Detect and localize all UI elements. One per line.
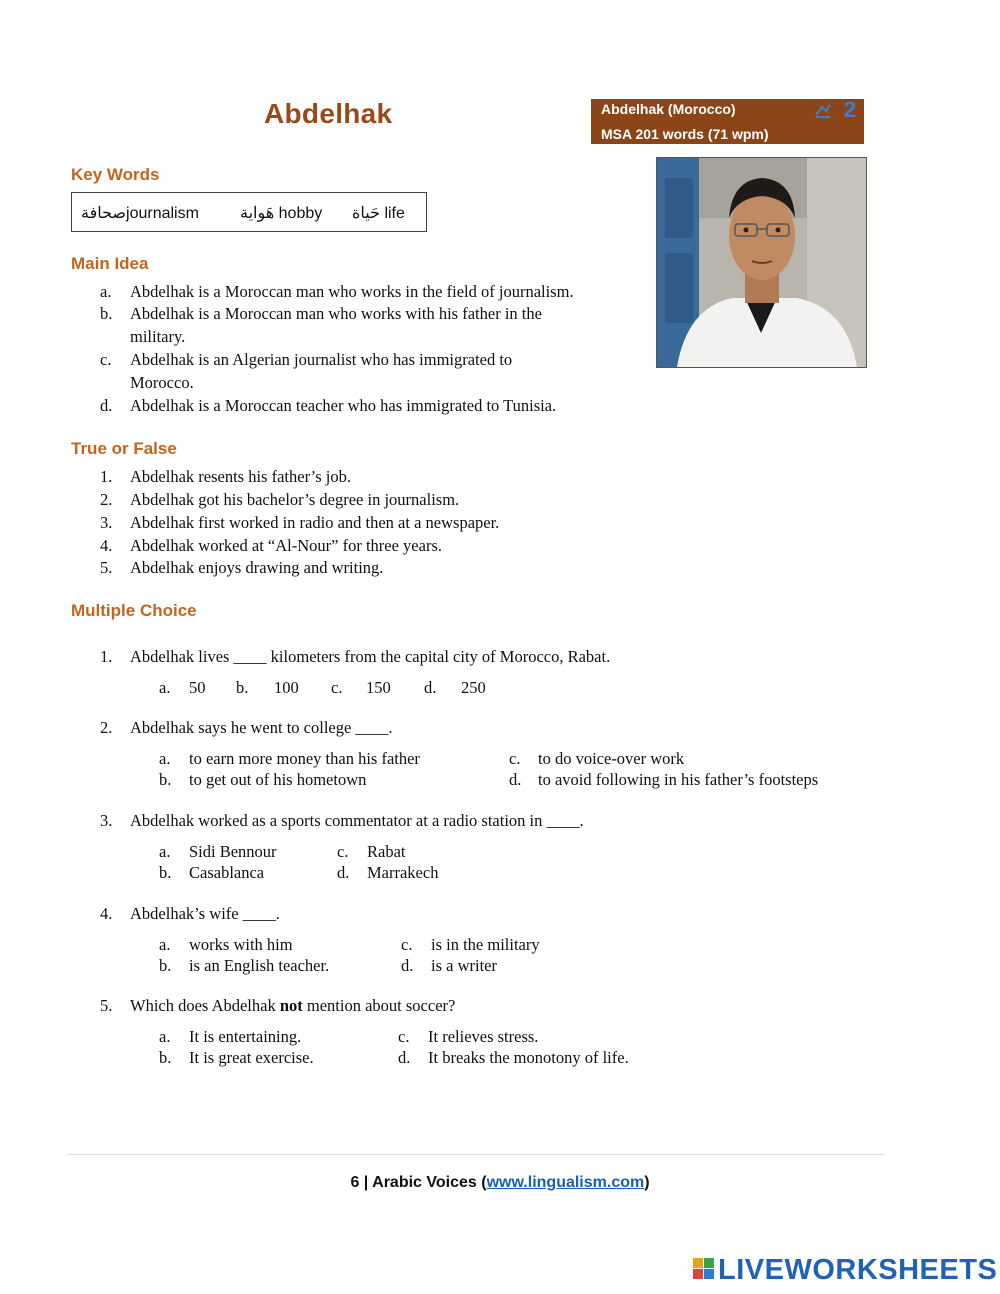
q3-option-d[interactable]: Marrakech	[367, 863, 439, 882]
question-stem: Abdelhak worked as a sports commentator at a radio station in ____.	[130, 811, 584, 830]
question-stem: Abdelhak lives ____ kilometers from the capital city of Morocco, Rabat.	[130, 647, 611, 666]
option-marker: a.	[159, 749, 171, 768]
key-word-3	[352, 203, 405, 223]
main-idea-option-b[interactable]: Abdelhak is a Moroccan man who works with his father in the	[130, 304, 542, 323]
key-word-english: journalism	[126, 205, 199, 222]
q2-option-d[interactable]: to avoid following in his father’s footsteps	[538, 770, 819, 789]
question-stem: Abdelhak says he went to college ____.	[130, 718, 393, 737]
item-number: 2.	[100, 490, 113, 509]
option-marker: a.	[159, 678, 171, 697]
q4-option-a[interactable]: works with him	[189, 935, 293, 954]
option-marker: c.	[337, 842, 349, 861]
key-word-arabic: حَياة	[352, 205, 380, 222]
page-footer	[0, 1174, 1000, 1192]
key-words-box	[71, 192, 427, 232]
key-word-arabic: هَواية	[240, 205, 275, 222]
word-count-line: MSA 201 words (71 wpm)	[601, 126, 769, 142]
option-marker: b.	[159, 1048, 172, 1067]
option-marker: a.	[159, 935, 171, 954]
stem-text: mention about soccer?	[302, 996, 456, 1015]
main-idea-option-c-cont[interactable]: Morocco.	[130, 373, 194, 392]
option-marker: d.	[100, 396, 113, 415]
level-number: 2	[843, 97, 856, 122]
option-marker: d.	[337, 863, 350, 882]
page-number: 6	[350, 1174, 360, 1191]
liveworksheets-logo-icon	[693, 1258, 715, 1280]
true-false-heading: True or False	[71, 439, 177, 458]
stem-text: Which does Abdelhak	[130, 996, 280, 1015]
q5-option-d[interactable]: It breaks the monotony of life.	[428, 1048, 629, 1067]
question-number: 4.	[100, 904, 113, 923]
footer-separator: |	[359, 1174, 373, 1191]
q5-option-b[interactable]: It is great exercise.	[189, 1048, 314, 1067]
item-number: 3.	[100, 513, 113, 532]
option-marker: c.	[100, 350, 112, 369]
footer-link[interactable]: www.lingualism.com	[486, 1174, 645, 1191]
q5-option-c[interactable]: It relieves stress.	[428, 1027, 539, 1046]
stem-emphasis: not	[279, 996, 303, 1015]
q1-option-c[interactable]: 150	[366, 678, 391, 697]
option-marker: b.	[159, 863, 172, 882]
main-idea-option-d[interactable]: Abdelhak is a Moroccan teacher who has immigrated to Tunisia.	[130, 396, 557, 415]
brand-wordmark[interactable]: LIVEWORKSHEETS	[718, 1254, 998, 1286]
option-marker: b.	[100, 304, 113, 323]
q2-option-a[interactable]: to earn more money than his father	[189, 749, 420, 768]
question-number: 1.	[100, 647, 113, 666]
option-marker: c.	[398, 1027, 410, 1046]
speaker-photo	[656, 157, 867, 368]
key-word-1	[81, 203, 199, 223]
option-marker: b.	[159, 956, 172, 975]
main-idea-option-a[interactable]: Abdelhak is a Moroccan man who works in the field of journalism.	[130, 282, 574, 301]
q2-option-c[interactable]: to do voice-over work	[538, 749, 685, 768]
main-idea-option-c[interactable]: Abdelhak is an Algerian journalist who has immigrated to	[130, 350, 513, 369]
speaker-line: Abdelhak (Morocco)	[601, 101, 736, 117]
q2-option-b[interactable]: to get out of his hometown	[189, 770, 367, 789]
key-words-heading: Key Words	[71, 165, 160, 184]
q3-option-a[interactable]: Sidi Bennour	[189, 842, 277, 861]
main-idea-heading: Main Idea	[71, 254, 149, 273]
q3-option-b[interactable]: Casablanca	[189, 863, 265, 882]
question-number: 5.	[100, 996, 113, 1015]
true-false-item[interactable]: Abdelhak resents his father’s job.	[130, 467, 352, 486]
question-stem	[130, 995, 455, 1017]
info-box	[591, 99, 864, 144]
q1-option-b[interactable]: 100	[274, 678, 299, 697]
true-false-item[interactable]: Abdelhak enjoys drawing and writing.	[130, 558, 384, 577]
option-marker: c.	[509, 749, 521, 768]
option-marker: b.	[159, 770, 172, 789]
option-marker: a.	[159, 842, 171, 861]
option-marker: a.	[100, 282, 112, 301]
q3-option-c[interactable]: Rabat	[367, 842, 406, 861]
option-marker: d.	[424, 678, 437, 697]
q4-option-d[interactable]: is a writer	[431, 956, 497, 975]
key-word-english: hobby	[278, 205, 323, 222]
option-marker: d.	[509, 770, 522, 789]
page-title: Abdelhak	[264, 98, 393, 129]
question-number: 2.	[100, 718, 113, 737]
option-marker: b.	[236, 678, 249, 697]
option-marker: d.	[401, 956, 414, 975]
q4-option-b[interactable]: is an English teacher.	[189, 956, 330, 975]
footer-title: Arabic Voices (	[372, 1174, 487, 1191]
option-marker: a.	[159, 1027, 171, 1046]
key-word-english: life	[384, 205, 405, 222]
q5-option-a[interactable]: It is entertaining.	[189, 1027, 302, 1046]
q4-option-c[interactable]: is in the military	[431, 935, 540, 954]
option-marker: c.	[331, 678, 343, 697]
key-word-2	[240, 203, 322, 223]
true-false-item[interactable]: Abdelhak worked at “Al-Nour” for three years.	[130, 536, 442, 555]
item-number: 5.	[100, 558, 113, 577]
multiple-choice-heading: Multiple Choice	[71, 601, 197, 620]
question-stem: Abdelhak’s wife ____.	[130, 904, 280, 923]
key-word-arabic: صحافة	[81, 205, 127, 222]
question-number: 3.	[100, 811, 113, 830]
footer-divider	[68, 1154, 885, 1155]
main-idea-option-b-cont[interactable]: military.	[130, 327, 186, 346]
level-chart-icon	[814, 102, 832, 120]
option-marker: d.	[398, 1048, 411, 1067]
item-number: 4.	[100, 536, 113, 555]
true-false-item[interactable]: Abdelhak got his bachelor’s degree in journalism.	[130, 490, 460, 509]
true-false-item[interactable]: Abdelhak first worked in radio and then at a newspaper.	[130, 513, 500, 532]
q1-option-a[interactable]: 50	[189, 678, 206, 697]
option-marker: c.	[401, 935, 413, 954]
q1-option-d[interactable]: 250	[461, 678, 486, 697]
footer-close-paren: )	[644, 1174, 650, 1191]
item-number: 1.	[100, 467, 113, 486]
